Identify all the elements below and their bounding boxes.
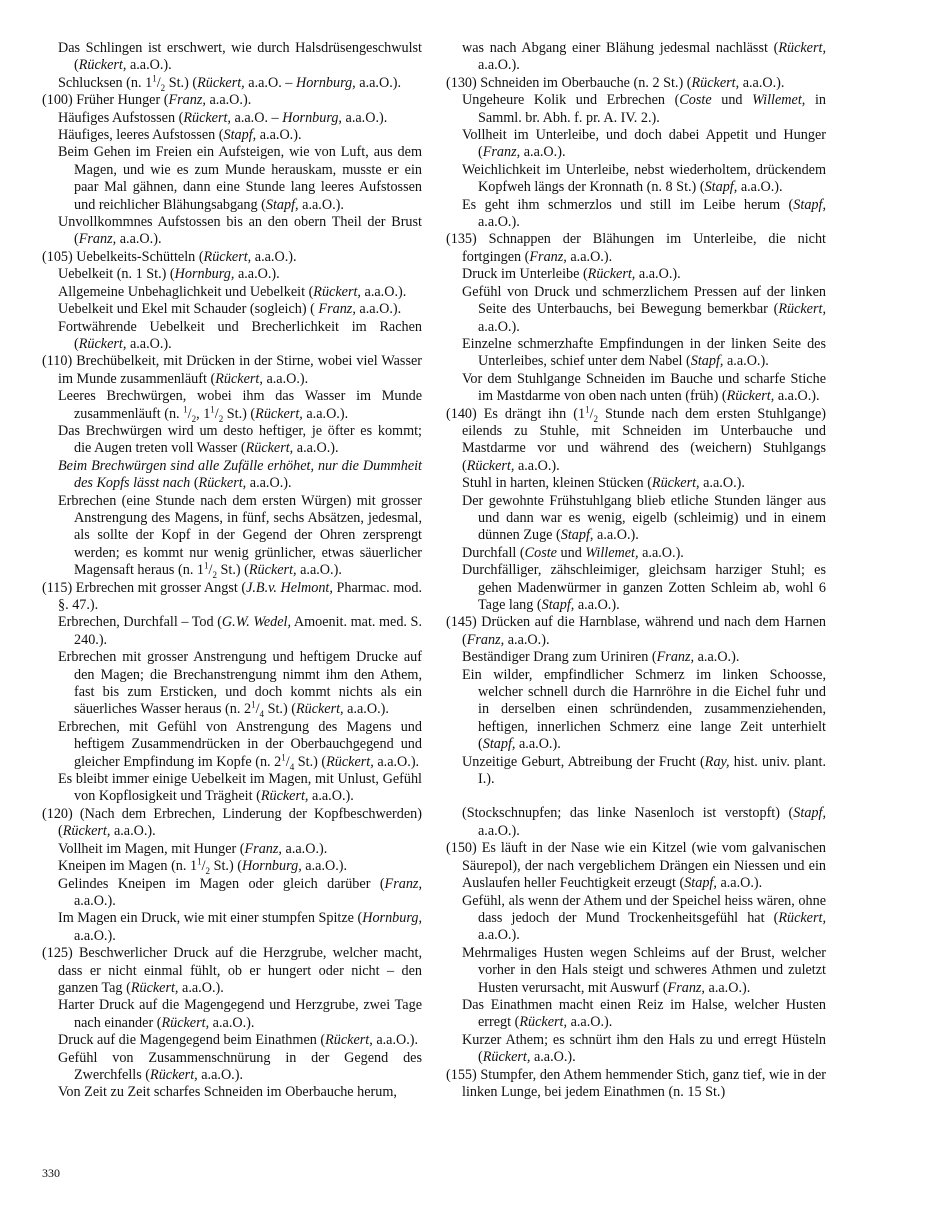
symptom-entry: Der gewohnte Frühstuhlgang blieb etliche Stunden länger aus und dann war es wenig, eigelb (schleimig) und in einem dünnen Zuge (Stapf, a.a.O.).: [462, 492, 826, 544]
symptom-entry: Leeres Brechwürgen, wobei ihm das Wasser im Munde zusammenläuft (n. $^1/_2$, $1^1/_2$ St.) (Rückert, a.a.O.).: [58, 388, 422, 424]
symptom-entry: Vollheit im Unterleibe, und doch dabei Appetit und Hunger (Franz, a.a.O.).: [462, 127, 826, 161]
symptom-entry: Gelindes Kneipen im Magen oder gleich darüber (Franz, a.a.O.).: [58, 875, 422, 909]
symptom-entry: Das Schlingen ist erschwert, wie durch Halsdrüsengeschwulst (Rückert, a.a.O.).: [58, 40, 422, 74]
symptom-entry-numbered: (125) Beschwerlicher Druck auf die Herzgrube, welcher macht, dass er nicht einmal fühlt, ob er hungert oder nicht – den ganzen Tag (Rückert, a.a.O.).: [42, 945, 422, 996]
entry-number: (140): [446, 405, 477, 422]
symptom-entry: Gefühl von Druck und schmerzlichem Pressen auf der linken Seite des Unterbauchs, bei Bewegung bemerkbar (Rückert, a.a.O.).: [462, 283, 826, 335]
symptom-entry: Das Einathmen macht einen Reiz im Halse, welcher Husten erregt (Rückert, a.a.O.).: [462, 996, 826, 1031]
symptom-entry: Kurzer Athem; es schnürt ihm den Hals zu und erregt Hüsteln (Rückert, a.a.O.).: [462, 1031, 826, 1066]
section-gap: [446, 788, 826, 805]
entry-number: (110): [42, 353, 73, 370]
symptom-entry-numbered: (120) (Nach dem Erbrechen, Linderung der Kopfbeschwerden) (Rückert, a.a.O.).: [42, 805, 422, 840]
entry-number: (135): [446, 231, 477, 248]
symptom-entry: Allgemeine Unbehaglichkeit und Uebelkeit (Rückert, a.a.O.).: [58, 283, 407, 300]
symptom-entry-numbered: (150) Es läuft in der Nase wie ein Kitzel (wie vom galvanischen Säurepol), der nach vergeblichem Drängen ein Niessen und ein Auslaufen heller Feuchtigkeit erzeugt (Stapf, a.a.O.).: [446, 840, 826, 892]
symptom-entry: Erbrechen (eine Stunde nach dem ersten Würgen) mit grosser Anstrengung des Magens, in fünf, sechs Absätzen, jedesmal, als sollte der Kopf in der Gegend der Ohren zersprengt werden; es kommt nur wenig grünlicher, etwas säuerlicher Magensaft heraus (n. $1^1/_2$ St.) (Rückert, a.a.O.).: [58, 492, 422, 581]
entry-number: (155): [446, 1066, 477, 1083]
symptom-entry: Beim Gehen im Freien ein Aufsteigen, wie von Luft, aus dem Magen, und wie es zum Munde herauskam, musste er ein paar Mal gähnen, dann eine Stunde lang leeres Aufstossen und reichlicher Blähungsabgang (Stapf, a.a.O.).: [58, 144, 422, 213]
symptom-entry: Es geht ihm schmerzlos und still im Leibe herum (Stapf, a.a.O.).: [462, 196, 826, 231]
symptom-entry: Druck auf die Magengegend beim Einathmen (Rückert, a.a.O.).: [58, 1032, 419, 1049]
symptom-entry: Mehrmaliges Husten wegen Schleims auf der Brust, welcher vorher in den Hals steigt und schweres Athmen und zuletzt Husten verursacht, mit Auswurf (Franz, a.a.O.).: [462, 944, 826, 996]
symptom-entry-numbered: (140) Es drängt ihn ($1^1/_2$ Stunde nach dem ersten Stuhlgange) eilends zu Stuhle, mit Schneiden im Unterbauche und Mastdarme vor und während des (weichern) Stuhlgangs (Rückert, a.a.O.).: [446, 403, 826, 474]
symptom-entry: was nach Abgang einer Blähung jedesmal nachlässt (Rückert, a.a.O.).: [462, 40, 826, 74]
symptom-entry: Erbrechen, Durchfall – Tod (G.W. Wedel, Amoenit. mat. med. S. 240.).: [58, 614, 422, 648]
symptom-entry: Ungeheure Kolik und Erbrechen (Coste und Willemet, in Samml. br. Abh. f. pr. A. IV. 2.).: [462, 92, 826, 126]
symptom-entry: Uebelkeit (n. 1 St.) (Hornburg, a.a.O.).: [58, 266, 280, 283]
entry-number: (150): [446, 840, 477, 857]
entry-number: (125): [42, 945, 73, 962]
symptom-entry: Häufiges Aufstossen (Rückert, a.a.O. – Hornburg, a.a.O.).: [58, 109, 388, 126]
symptom-entry: Stuhl in harten, kleinen Stücken (Rückert, a.a.O.).: [462, 475, 745, 492]
page-number: 330: [42, 1166, 60, 1180]
symptom-entry: Es bleibt immer einige Uebelkeit im Magen, mit Unlust, Gefühl von Kopflosigkeit und Trägheit (Rückert, a.a.O.).: [58, 771, 422, 805]
symptom-entry: Durchfall (Coste und Willemet, a.a.O.).: [462, 544, 684, 561]
entry-number: (145): [446, 614, 477, 631]
symptom-entry: Ein wilder, empfindlicher Schmerz im linken Schoosse, welcher schnell durch die Harnröhre in die Eichel fuhr und in derselben einen schründenden, zusammenziehenden, heftigen, innerlichen Schmerz eine lange Zeit unterhielt (Stapf, a.a.O.).: [462, 666, 826, 753]
entry-number: (105): [42, 248, 73, 265]
symptom-entry-numbered: (105) Uebelkeits-Schütteln (Rückert, a.a.O.).: [42, 248, 297, 265]
entry-number: (115): [42, 579, 73, 596]
symptom-entry: Druck im Unterleibe (Rückert, a.a.O.).: [462, 266, 681, 283]
symptom-entry: Kneipen im Magen (n. $1^1/_2$ St.) (Hornburg, a.a.O.).: [58, 856, 348, 876]
left-column: [42, 40, 422, 1102]
symptom-entry: Vollheit im Magen, mit Hunger (Franz, a.a.O.).: [58, 840, 328, 857]
entry-number: (130): [446, 74, 477, 91]
symptom-entry: Gefühl von Zusammenschnürung in der Gegend des Zwerchfells (Rückert, a.a.O.).: [58, 1049, 422, 1083]
symptom-entry: Unvollkommnes Aufstossen bis an den obern Theil der Brust (Franz, a.a.O.).: [58, 214, 422, 248]
symptom-entry-numbered: (135) Schnappen der Blähungen im Unterleibe, die nicht fortgingen (Franz, a.a.O.).: [446, 231, 826, 265]
symptom-entry: Einzelne schmerzhafte Empfindungen in der linken Seite des Unterleibes, schief unter dem Nabel (Stapf, a.a.O.).: [462, 335, 826, 370]
symptom-entry-numbered: (155) Stumpfer, den Athem hemmender Stich, ganz tief, wie in der linken Lunge, bei jedem Einathmen (n. 15 St.): [446, 1066, 826, 1100]
symptom-entry: Unzeitige Geburt, Abtreibung der Frucht (Ray, hist. univ. plant. I.).: [462, 753, 826, 788]
symptom-entry: Schlucksen (n. $1^1/_2$ St.) (Rückert, a.a.O. – Hornburg, a.a.O.).: [58, 73, 402, 93]
symptom-entry: Häufiges, leeres Aufstossen (Stapf, a.a.O.).: [58, 127, 302, 144]
symptom-entry: Harter Druck auf die Magengegend und Herzgrube, zwei Tage nach einander (Rückert, a.a.O.).: [58, 997, 422, 1031]
symptom-entry: Beim Brechwürgen sind alle Zufälle erhöhet, nur die Dummheit des Kopfs lässt nach (Rückert, a.a.O.).: [58, 457, 422, 492]
symptom-entry: Erbrechen mit grosser Anstrengung und heftigem Drucke auf den Magen; die Brechanstrengung nimmt ihm den Athem, fast bis zum Ersticken, und doch kommt nichts als ein säuerliches Wasser heraus (n. $2^1/_4$ St.) (Rückert, a.a.O.).: [58, 649, 422, 720]
symptom-entry: Vor dem Stuhlgange Schneiden im Bauche und scharfe Stiche im Mastdarme von oben nach unten (früh) (Rückert, a.a.O.).: [462, 370, 826, 405]
symptom-entry-numbered: (100) Früher Hunger (Franz, a.a.O.).: [42, 92, 252, 109]
symptom-entry: Das Brechwürgen wird um desto heftiger, je öfter es kommt; die Augen treten voll Wasser (Rückert, a.a.O.).: [58, 422, 422, 457]
entry-number: (100): [42, 92, 73, 109]
symptom-entry: (Stockschnupfen; das linke Nasenloch ist verstopft) (Stapf, a.a.O.).: [462, 805, 826, 839]
entry-number: (120): [42, 805, 73, 822]
symptom-entry: Im Magen ein Druck, wie mit einer stumpfen Spitze (Hornburg, a.a.O.).: [58, 910, 422, 944]
symptom-entry-numbered: (110) Brechübelkeit, mit Drücken in der Stirne, wobei viel Wasser im Munde zusammenläuft (Rückert, a.a.O.).: [42, 353, 422, 387]
symptom-entry: Uebelkeit und Ekel mit Schauder (sogleich) ( Franz, a.a.O.).: [58, 301, 402, 318]
symptom-entry-numbered: (115) Erbrechen mit grosser Angst (J.B.v. Helmont, Pharmac. mod. §. 47.).: [42, 579, 422, 613]
symptom-entry-numbered: (145) Drücken auf die Harnblase, während und nach dem Harnen (Franz, a.a.O.).: [446, 614, 826, 648]
symptom-entry: Beständiger Drang zum Uriniren (Franz, a.a.O.).: [462, 649, 740, 666]
symptom-entry: Fortwährende Uebelkeit und Brecherlichkeit im Rachen (Rückert, a.a.O.).: [58, 318, 422, 352]
symptom-entry: Von Zeit zu Zeit scharfes Schneiden im Oberbauche herum,: [58, 1084, 397, 1101]
symptom-entry: Gefühl, als wenn der Athem und der Speichel heiss wären, ohne dass jedoch der Mund Trockenheitsgefühl hat (Rückert, a.a.O.).: [462, 892, 826, 944]
symptom-entry: Erbrechen, mit Gefühl von Anstrengung des Magens und heftigem Zusammendrücken in der Oberbauchgegend und gleicher Empfindung im Kopfe (n. $2^1/_4$ St.) (Rückert, a.a.O.).: [58, 718, 422, 772]
symptom-entry: Durchfälliger, zähschleimiger, gleichsam harziger Stuhl; es gehen Madenwürmer in ganzen Zotten Schleim ab, wohl 6 Tage lang (Stapf, a.a.O.).: [462, 562, 826, 613]
symptom-entry-numbered: (130) Schneiden im Oberbauche (n. 2 St.) (Rückert, a.a.O.).: [446, 74, 785, 91]
right-column: [446, 40, 826, 1101]
symptom-entry: Weichlichkeit im Unterleibe, nebst wiederholtem, drückendem Kopfweh längs der Kronnath (n. 8 St.) (Stapf, a.a.O.).: [462, 161, 826, 196]
